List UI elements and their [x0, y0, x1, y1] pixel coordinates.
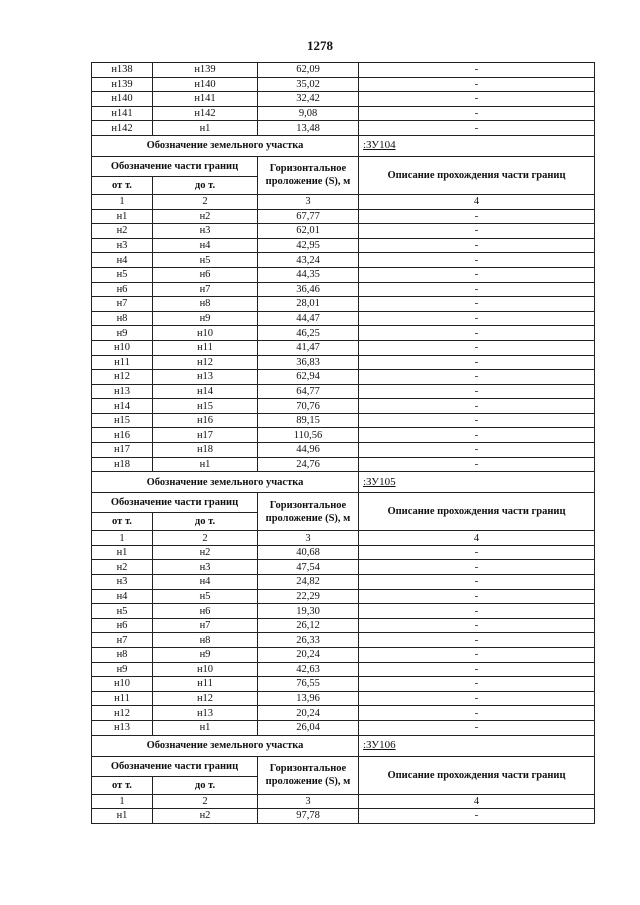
to-point-cell: н11: [153, 340, 258, 355]
to-point-cell: н1: [153, 121, 258, 136]
to-point-cell: н3: [153, 224, 258, 239]
to-point-cell: н3: [153, 560, 258, 575]
from-point-cell: н11: [92, 691, 153, 706]
parts-header: Обозначение части границ: [92, 156, 258, 176]
from-point-cell: н6: [92, 618, 153, 633]
description-cell: -: [359, 545, 595, 560]
length-cell: 62,01: [258, 224, 359, 239]
table-row: [92, 809, 595, 824]
description-cell: -: [359, 238, 595, 253]
from-point-cell: н3: [92, 238, 153, 253]
to-point-cell: н8: [153, 297, 258, 312]
description-cell: -: [359, 63, 595, 78]
length-cell: 70,76: [258, 399, 359, 414]
description-cell: -: [359, 413, 595, 428]
from-point-cell: н5: [92, 267, 153, 282]
description-cell: -: [359, 77, 595, 92]
to-point-cell: н6: [153, 267, 258, 282]
from-point-cell: н141: [92, 106, 153, 121]
table-row: [92, 399, 595, 414]
length-cell: 89,15: [258, 413, 359, 428]
page-number: 1278: [307, 38, 333, 53]
description-cell: -: [359, 560, 595, 575]
length-cell: 36,83: [258, 355, 359, 370]
from-point-cell: н3: [92, 575, 153, 590]
to-point-cell: н14: [153, 384, 258, 399]
to-point-cell: н9: [153, 648, 258, 663]
to-point-cell: н10: [153, 662, 258, 677]
from-point-cell: н7: [92, 297, 153, 312]
description-cell: -: [359, 589, 595, 604]
from-point-cell: н17: [92, 443, 153, 458]
to-point-cell: н5: [153, 253, 258, 268]
length-cell: 43,24: [258, 253, 359, 268]
description-cell: -: [359, 720, 595, 735]
to-point-cell: н2: [153, 209, 258, 224]
description-cell: -: [359, 575, 595, 590]
from-point-cell: н2: [92, 560, 153, 575]
to-header: до т.: [153, 513, 258, 531]
column-number: 2: [153, 794, 258, 809]
description-cell: -: [359, 706, 595, 721]
length-cell: 13,48: [258, 121, 359, 136]
column-number-row: [92, 194, 595, 209]
description-cell: -: [359, 297, 595, 312]
description-cell: -: [359, 224, 595, 239]
from-point-cell: н140: [92, 92, 153, 107]
to-point-cell: н7: [153, 618, 258, 633]
length-cell: 26,33: [258, 633, 359, 648]
description-header: Описание прохождения части границ: [359, 756, 595, 794]
from-point-cell: н12: [92, 370, 153, 385]
description-cell: -: [359, 648, 595, 663]
parcel-title-row: [92, 472, 595, 493]
table-row: [92, 326, 595, 341]
from-point-cell: н13: [92, 720, 153, 735]
description-cell: -: [359, 633, 595, 648]
column-number: 2: [153, 531, 258, 546]
from-point-cell: н18: [92, 457, 153, 472]
length-cell: 20,24: [258, 706, 359, 721]
table-row: [92, 720, 595, 735]
table-row: [92, 589, 595, 604]
table-row: [92, 633, 595, 648]
length-cell: 26,12: [258, 618, 359, 633]
length-cell: 44,47: [258, 311, 359, 326]
description-cell: -: [359, 691, 595, 706]
to-point-cell: н11: [153, 677, 258, 692]
from-point-cell: н4: [92, 253, 153, 268]
length-cell: 42,95: [258, 238, 359, 253]
description-cell: -: [359, 92, 595, 107]
length-cell: 32,42: [258, 92, 359, 107]
table-row: [92, 63, 595, 78]
table-row: [92, 384, 595, 399]
table-row: [92, 253, 595, 268]
from-point-cell: н1: [92, 545, 153, 560]
description-cell: -: [359, 677, 595, 692]
to-header: до т.: [153, 176, 258, 194]
from-point-cell: н10: [92, 677, 153, 692]
from-point-cell: н139: [92, 77, 153, 92]
column-header-row: [92, 156, 595, 176]
from-point-cell: н7: [92, 633, 153, 648]
length-cell: 44,96: [258, 443, 359, 458]
length-cell: 24,76: [258, 457, 359, 472]
table-row: [92, 443, 595, 458]
to-point-cell: н4: [153, 575, 258, 590]
table-row: [92, 224, 595, 239]
description-cell: -: [359, 809, 595, 824]
table-row: [92, 413, 595, 428]
table-row: [92, 355, 595, 370]
column-number: 3: [258, 531, 359, 546]
from-point-cell: н5: [92, 604, 153, 619]
parts-header: Обозначение части границ: [92, 493, 258, 513]
to-point-cell: н5: [153, 589, 258, 604]
to-point-cell: н2: [153, 545, 258, 560]
length-cell: 44,35: [258, 267, 359, 282]
length-cell: 26,04: [258, 720, 359, 735]
to-point-cell: н17: [153, 428, 258, 443]
description-cell: -: [359, 106, 595, 121]
table-row: [92, 340, 595, 355]
to-point-cell: н13: [153, 706, 258, 721]
from-point-cell: н6: [92, 282, 153, 297]
description-cell: -: [359, 457, 595, 472]
from-point-cell: н9: [92, 326, 153, 341]
from-point-cell: н14: [92, 399, 153, 414]
description-cell: -: [359, 253, 595, 268]
from-point-cell: н9: [92, 662, 153, 677]
length-cell: 40,68: [258, 545, 359, 560]
description-cell: -: [359, 340, 595, 355]
from-header: от т.: [92, 513, 153, 531]
table-row: [92, 121, 595, 136]
from-point-cell: н4: [92, 589, 153, 604]
from-point-cell: н16: [92, 428, 153, 443]
description-cell: -: [359, 384, 595, 399]
description-cell: -: [359, 443, 595, 458]
column-header-row: [92, 493, 595, 513]
length-cell: 19,30: [258, 604, 359, 619]
parcel-code: :ЗУ106: [359, 735, 595, 756]
parcel-title-row: [92, 735, 595, 756]
to-point-cell: н7: [153, 282, 258, 297]
length-cell: 24,82: [258, 575, 359, 590]
length-header: Горизонтальное проложение (S), м: [258, 493, 359, 531]
from-point-cell: н142: [92, 121, 153, 136]
to-point-cell: н139: [153, 63, 258, 78]
length-cell: 13,96: [258, 691, 359, 706]
length-cell: 62,94: [258, 370, 359, 385]
length-cell: 36,46: [258, 282, 359, 297]
from-point-cell: н1: [92, 209, 153, 224]
parcel-title-row: [92, 135, 595, 156]
length-cell: 42,63: [258, 662, 359, 677]
to-point-cell: н13: [153, 370, 258, 385]
parcel-label: Обозначение земельного участка: [92, 735, 359, 756]
length-cell: 41,47: [258, 340, 359, 355]
to-point-cell: н1: [153, 720, 258, 735]
parcel-label: Обозначение земельного участка: [92, 472, 359, 493]
length-cell: 46,25: [258, 326, 359, 341]
from-point-cell: н13: [92, 384, 153, 399]
column-number: 4: [359, 194, 595, 209]
length-cell: 9,08: [258, 106, 359, 121]
from-point-cell: н138: [92, 63, 153, 78]
length-cell: 62,09: [258, 63, 359, 78]
to-point-cell: н141: [153, 92, 258, 107]
column-number: 1: [92, 794, 153, 809]
table-row: [92, 677, 595, 692]
table-row: [92, 106, 595, 121]
table-row: [92, 311, 595, 326]
length-header: Горизонтальное проложение (S), м: [258, 756, 359, 794]
table-row: [92, 575, 595, 590]
column-header-row: [92, 756, 595, 776]
table-row: [92, 691, 595, 706]
table-row: [92, 706, 595, 721]
table-row: [92, 297, 595, 312]
column-number: 3: [258, 794, 359, 809]
description-cell: -: [359, 282, 595, 297]
parts-header: Обозначение части границ: [92, 756, 258, 776]
table-row: [92, 282, 595, 297]
length-cell: 35,02: [258, 77, 359, 92]
description-cell: -: [359, 428, 595, 443]
parcel-code: :ЗУ105: [359, 472, 595, 493]
to-point-cell: н2: [153, 809, 258, 824]
table-row: [92, 77, 595, 92]
to-point-cell: н18: [153, 443, 258, 458]
description-cell: -: [359, 326, 595, 341]
table-row: [92, 92, 595, 107]
to-header: до т.: [153, 776, 258, 794]
table-row: [92, 618, 595, 633]
length-cell: 28,01: [258, 297, 359, 312]
table-row: [92, 457, 595, 472]
description-cell: -: [359, 121, 595, 136]
table-row: [92, 560, 595, 575]
to-point-cell: н10: [153, 326, 258, 341]
to-point-cell: н8: [153, 633, 258, 648]
description-cell: -: [359, 311, 595, 326]
table-row: [92, 238, 595, 253]
description-cell: -: [359, 399, 595, 414]
from-point-cell: н10: [92, 340, 153, 355]
column-number: 2: [153, 194, 258, 209]
length-cell: 76,55: [258, 677, 359, 692]
description-header: Описание прохождения части границ: [359, 156, 595, 194]
table-row: [92, 267, 595, 282]
description-cell: -: [359, 370, 595, 385]
length-cell: 97,78: [258, 809, 359, 824]
length-cell: 20,24: [258, 648, 359, 663]
length-header: Горизонтальное проложение (S), м: [258, 156, 359, 194]
description-cell: -: [359, 355, 595, 370]
column-number: 1: [92, 194, 153, 209]
to-point-cell: н142: [153, 106, 258, 121]
description-cell: -: [359, 604, 595, 619]
to-point-cell: н16: [153, 413, 258, 428]
table-row: [92, 648, 595, 663]
table-row: [92, 604, 595, 619]
parcel-code: :ЗУ104: [359, 135, 595, 156]
from-point-cell: н8: [92, 311, 153, 326]
table-row: [92, 545, 595, 560]
from-point-cell: н15: [92, 413, 153, 428]
to-point-cell: н9: [153, 311, 258, 326]
column-number-row: [92, 531, 595, 546]
column-number-row: [92, 794, 595, 809]
from-point-cell: н1: [92, 809, 153, 824]
length-cell: 110,56: [258, 428, 359, 443]
to-point-cell: н4: [153, 238, 258, 253]
table-row: [92, 209, 595, 224]
description-header: Описание прохождения части границ: [359, 493, 595, 531]
to-point-cell: н140: [153, 77, 258, 92]
description-cell: -: [359, 267, 595, 282]
description-cell: -: [359, 618, 595, 633]
to-point-cell: н12: [153, 355, 258, 370]
length-cell: 67,77: [258, 209, 359, 224]
from-point-cell: н8: [92, 648, 153, 663]
length-cell: 64,77: [258, 384, 359, 399]
boundary-table: [91, 62, 595, 824]
from-point-cell: н11: [92, 355, 153, 370]
length-cell: 47,54: [258, 560, 359, 575]
to-point-cell: н6: [153, 604, 258, 619]
table-row: [92, 370, 595, 385]
from-header: от т.: [92, 776, 153, 794]
column-number: 4: [359, 794, 595, 809]
description-cell: -: [359, 662, 595, 677]
description-cell: -: [359, 209, 595, 224]
table-row: [92, 662, 595, 677]
column-number: 1: [92, 531, 153, 546]
from-point-cell: н12: [92, 706, 153, 721]
to-point-cell: н1: [153, 457, 258, 472]
to-point-cell: н15: [153, 399, 258, 414]
from-point-cell: н2: [92, 224, 153, 239]
from-header: от т.: [92, 176, 153, 194]
column-number: 3: [258, 194, 359, 209]
length-cell: 22,29: [258, 589, 359, 604]
parcel-label: Обозначение земельного участка: [92, 135, 359, 156]
column-number: 4: [359, 531, 595, 546]
table-row: [92, 428, 595, 443]
to-point-cell: н12: [153, 691, 258, 706]
